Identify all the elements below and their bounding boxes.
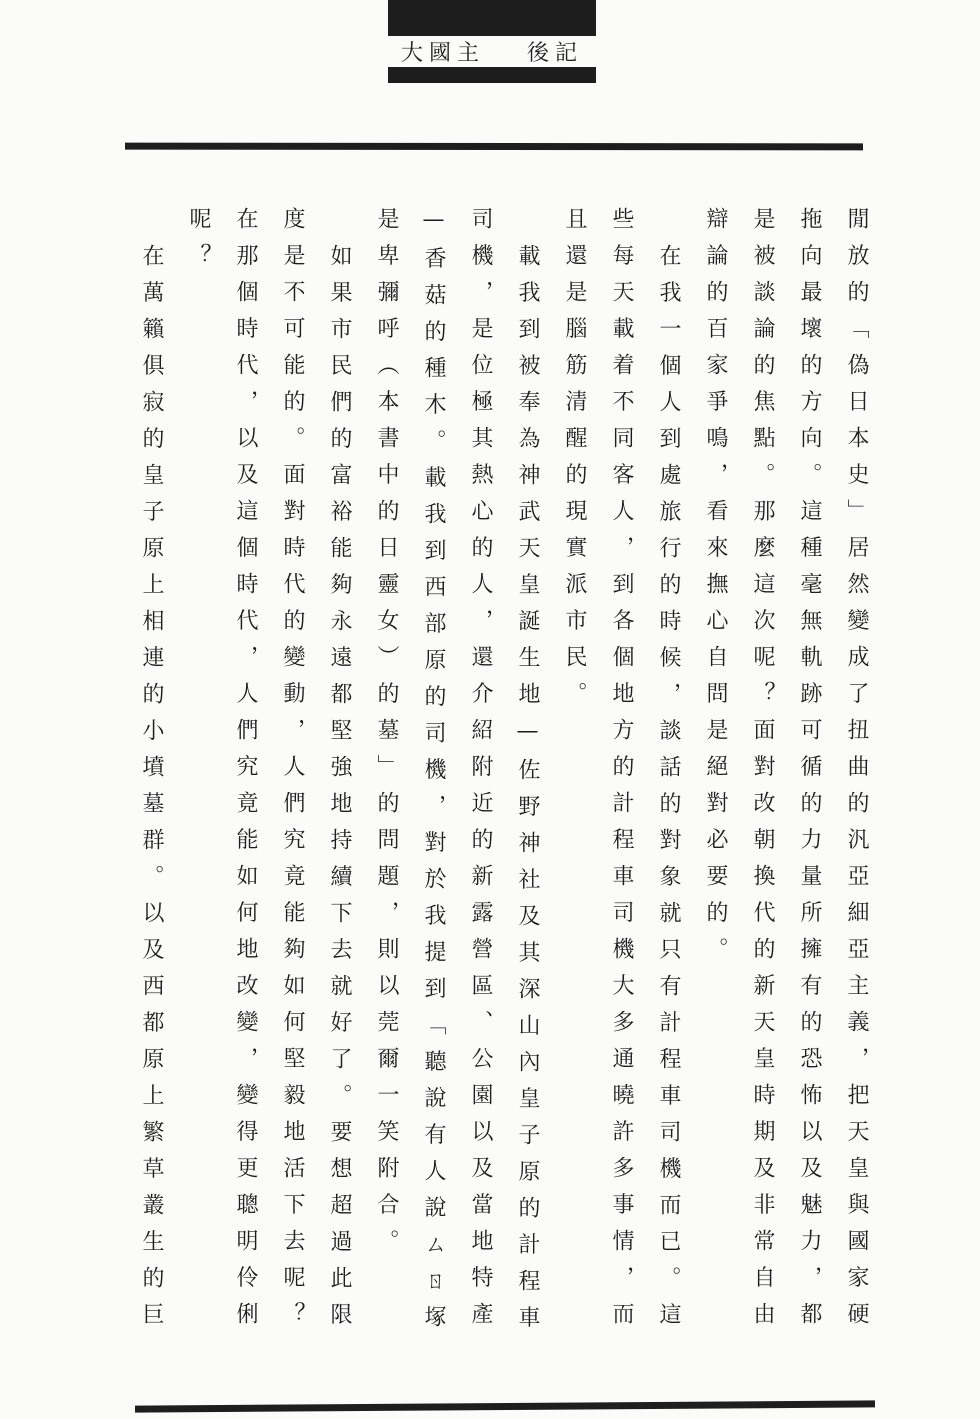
text-column: 閒放的「偽日本史」居然變成了扭曲的汎亞細亞主義，把天皇與國家硬 [844, 207, 869, 1339]
text-column: 辯論的百家爭鳴，看來撫心自問是絕對必要的。 [703, 207, 728, 974]
text-column: 在那個時代，以及這個時代，人們究竟能如何地改變，變得更聰明伶俐 [233, 207, 258, 1339]
text-column: 在我一個人到處旅行的時候，談話的對象就只有計程車司機而已。這 [656, 243, 681, 1339]
text-column: 在萬籟俱寂的皇子原上相連的小墳墓群。以及西都原上繁草叢生的巨 [139, 243, 164, 1339]
text-column: 度是不可能的。面對時代的變動，人們究竟能夠如何堅毅地活下去呢？ [280, 207, 305, 1339]
text-column: 拖向最壞的方向。這種毫無軌跡可循的力量所擁有的恐怖以及魅力，都 [797, 207, 822, 1339]
book-title: 大國主 [400, 40, 485, 66]
text-column: 是被談論的焦點。那麼這次呢？面對改朝換代的新天皇時期及非常自由 [750, 207, 775, 1339]
text-column: 如果市民們的富裕能夠永遠都堅強地持續下去就好了。要想超過此限 [327, 243, 352, 1339]
text-column: 是卑彌呼（本書中的日靈女）的墓」的問題，則以莞爾一笑附合。 [374, 207, 399, 1266]
text-column: 司機，是位極其熱心的人，還介紹附近的新露營區、公園以及當地特產 [468, 207, 493, 1339]
text-column: —香菇的種木。載我到西部原的司機，對於我提到「聽說有人說ㄙㄖ塚 [421, 207, 446, 1342]
text-column: 載我到被奉為神武天皇誕生地—佐野神社及其深山內皇子原的計程車 [515, 243, 540, 1342]
section-title: 後記 [527, 40, 584, 66]
text-column: 呢？ [186, 207, 211, 280]
text-column: 些每天載着不同客人，到各個地方的計程車司機大多通曉許多事情，而 [609, 207, 634, 1339]
text-column: 且還是腦筋清醒的現實派市民。 [562, 207, 587, 718]
